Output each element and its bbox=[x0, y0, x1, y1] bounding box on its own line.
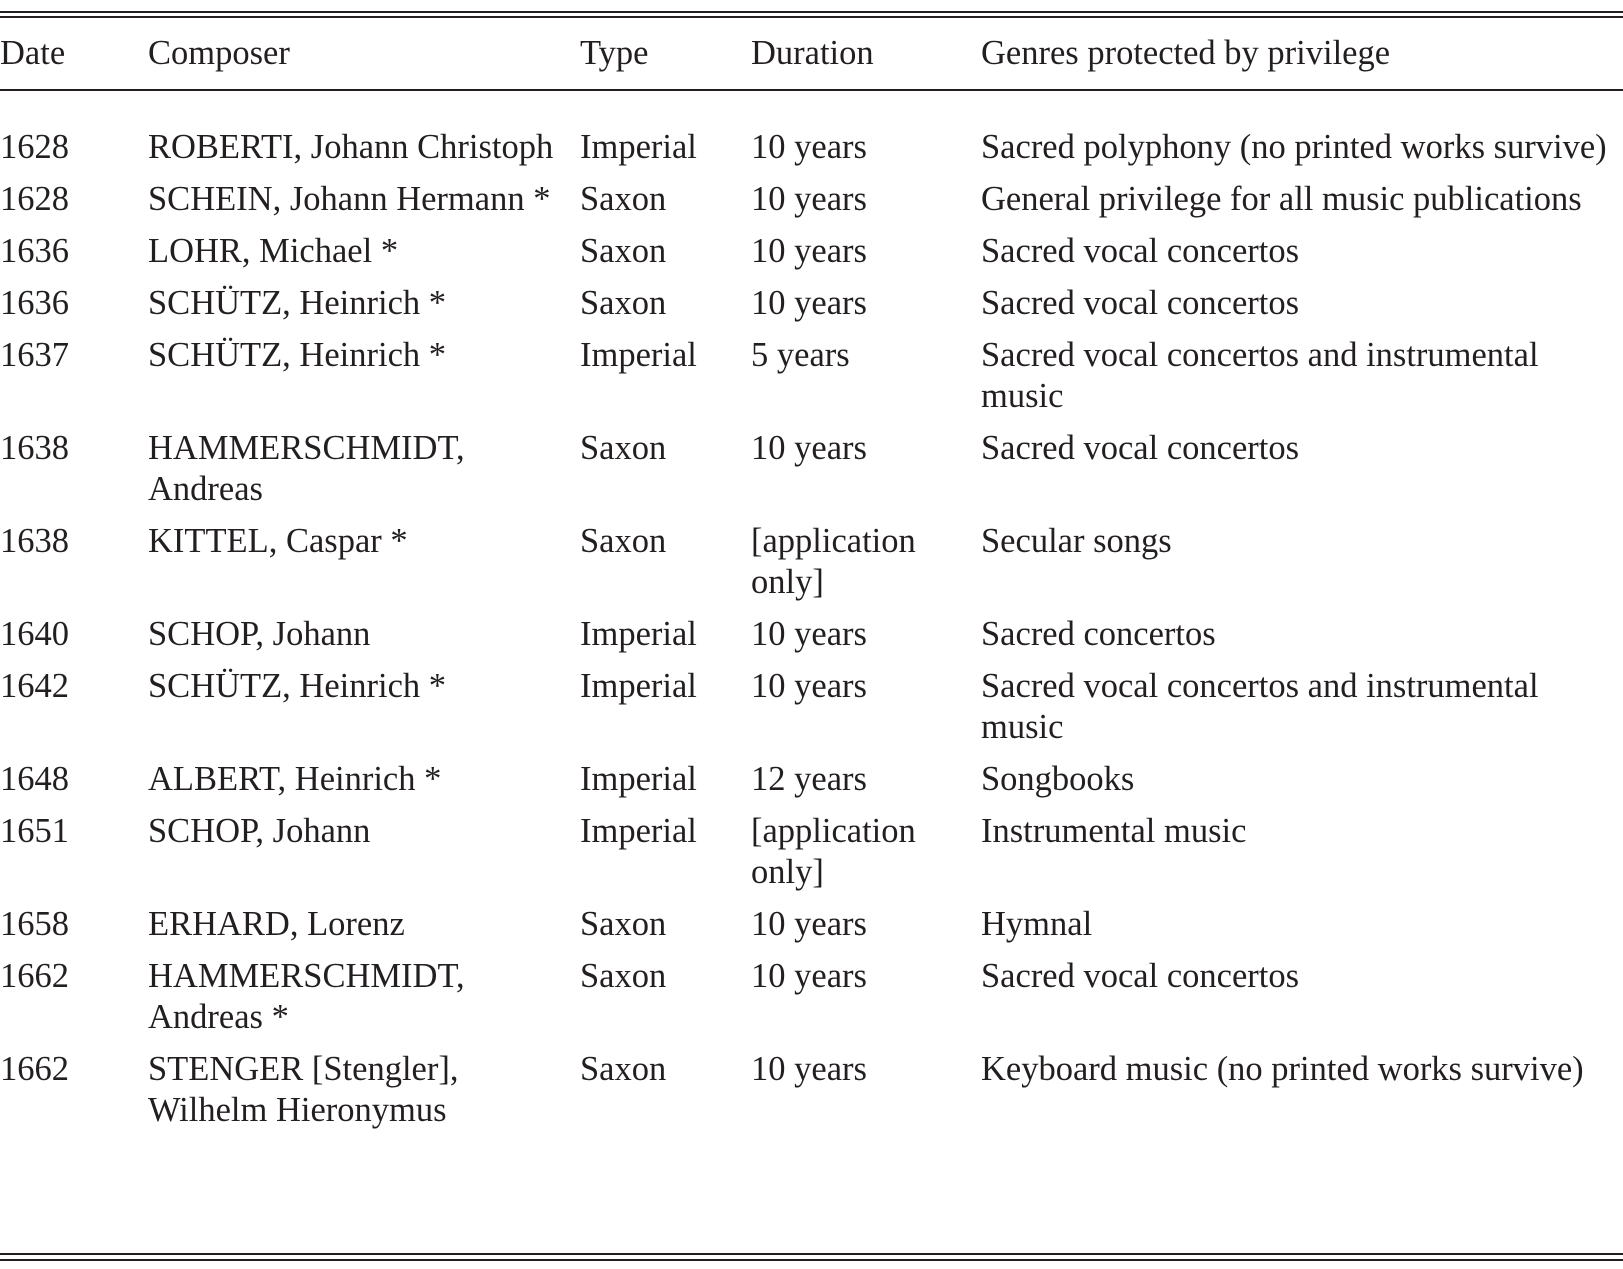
table-row bbox=[0, 666, 1623, 759]
cell-duration: 12 years bbox=[751, 760, 867, 798]
table-row bbox=[0, 335, 1623, 428]
table-row bbox=[0, 759, 1623, 811]
table-row bbox=[0, 956, 1623, 1049]
header-duration: Duration bbox=[751, 18, 981, 90]
bottom-rule-outer bbox=[0, 1259, 1623, 1261]
cell-type: Saxon bbox=[580, 522, 667, 560]
header-composer: Composer bbox=[148, 18, 580, 90]
bottom-rule-inner bbox=[0, 1253, 1623, 1255]
header-date: Date bbox=[0, 18, 148, 90]
cell-composer: SCHÜTZ, Heinrich * bbox=[148, 667, 447, 705]
cell-composer: SCHEIN, Johann Hermann * bbox=[148, 180, 551, 218]
cell-genres: Secular songs bbox=[981, 522, 1172, 560]
cell-duration: 10 years bbox=[751, 667, 867, 705]
cell-date: 1662 bbox=[0, 957, 69, 995]
table-row bbox=[0, 1049, 1623, 1143]
cell-genres: Songbooks bbox=[981, 760, 1135, 798]
cell-duration: [application only] bbox=[751, 522, 916, 601]
cell-genres: General privilege for all music publications bbox=[981, 180, 1582, 218]
cell-date: 1636 bbox=[0, 232, 69, 270]
cell-composer: KITTEL, Caspar * bbox=[148, 522, 408, 560]
cell-date: 1662 bbox=[0, 1050, 69, 1088]
cell-date: 1636 bbox=[0, 284, 69, 322]
cell-duration: 10 years bbox=[751, 615, 867, 653]
cell-composer: SCHÜTZ, Heinrich * bbox=[148, 336, 447, 374]
cell-type: Saxon bbox=[580, 905, 667, 943]
table-row bbox=[0, 283, 1623, 335]
cell-date: 1648 bbox=[0, 760, 69, 798]
cell-date: 1640 bbox=[0, 615, 69, 653]
cell-composer: SCHOP, Johann bbox=[148, 812, 371, 850]
cell-composer: HAMMERSCHMIDT, Andreas * bbox=[148, 957, 465, 1036]
cell-type: Saxon bbox=[580, 232, 667, 270]
cell-duration: 10 years bbox=[751, 429, 867, 467]
cell-composer: LOHR, Michael * bbox=[148, 232, 399, 270]
cell-genres: Instrumental music bbox=[981, 812, 1247, 850]
cell-type: Saxon bbox=[580, 1050, 667, 1088]
cell-duration: [application only] bbox=[751, 812, 916, 891]
cell-date: 1638 bbox=[0, 522, 69, 560]
cell-date: 1628 bbox=[0, 180, 69, 218]
table-row bbox=[0, 179, 1623, 231]
cell-type: Imperial bbox=[580, 615, 697, 653]
cell-type: Saxon bbox=[580, 429, 667, 467]
cell-genres: Sacred vocal concertos bbox=[981, 429, 1300, 467]
cell-composer: STENGER [Stengler], Wilhelm Hieronymus bbox=[148, 1050, 459, 1129]
cell-composer: ERHARD, Lorenz bbox=[148, 905, 405, 943]
cell-genres: Sacred polyphony (no printed works survive) bbox=[981, 128, 1607, 166]
header-genres: Genres protected by privilege bbox=[981, 18, 1623, 90]
cell-type: Imperial bbox=[580, 760, 697, 798]
table-row bbox=[0, 521, 1623, 614]
table-row bbox=[0, 811, 1623, 904]
table-header bbox=[0, 18, 1623, 90]
cell-duration: 10 years bbox=[751, 128, 867, 166]
cell-type: Imperial bbox=[580, 336, 697, 374]
cell-composer: HAMMERSCHMIDT, Andreas bbox=[148, 429, 465, 508]
cell-type: Imperial bbox=[580, 667, 697, 705]
table-row bbox=[0, 231, 1623, 283]
header-type: Type bbox=[580, 18, 751, 90]
cell-genres: Sacred vocal concertos bbox=[981, 957, 1300, 995]
privileges-table bbox=[0, 18, 1623, 1143]
cell-genres: Keyboard music (no printed works survive) bbox=[981, 1050, 1584, 1088]
cell-type: Imperial bbox=[580, 128, 697, 166]
cell-type: Saxon bbox=[580, 180, 667, 218]
top-rule-outer bbox=[0, 11, 1623, 13]
cell-composer: ALBERT, Heinrich * bbox=[148, 760, 442, 798]
cell-date: 1638 bbox=[0, 429, 69, 467]
cell-duration: 10 years bbox=[751, 180, 867, 218]
cell-genres: Sacred vocal concertos bbox=[981, 232, 1300, 270]
cell-duration: 10 years bbox=[751, 284, 867, 322]
header-row bbox=[0, 18, 1623, 90]
cell-genres: Sacred vocal concertos and instrumental music bbox=[981, 336, 1539, 415]
cell-composer: ROBERTI, Johann Christoph bbox=[148, 128, 554, 166]
table-row bbox=[0, 428, 1623, 521]
cell-duration: 10 years bbox=[751, 232, 867, 270]
table-row bbox=[0, 90, 1623, 179]
cell-type: Imperial bbox=[580, 812, 697, 850]
cell-genres: Hymnal bbox=[981, 905, 1093, 943]
cell-duration: 10 years bbox=[751, 1050, 867, 1088]
cell-genres: Sacred concertos bbox=[981, 615, 1216, 653]
cell-type: Saxon bbox=[580, 284, 667, 322]
cell-date: 1651 bbox=[0, 812, 69, 850]
table-row bbox=[0, 904, 1623, 956]
cell-date: 1637 bbox=[0, 336, 69, 374]
cell-date: 1628 bbox=[0, 128, 69, 166]
table-row bbox=[0, 614, 1623, 666]
cell-duration: 10 years bbox=[751, 905, 867, 943]
cell-composer: SCHOP, Johann bbox=[148, 615, 371, 653]
cell-duration: 5 years bbox=[751, 336, 850, 374]
table-body bbox=[0, 90, 1623, 1143]
cell-type: Saxon bbox=[580, 957, 667, 995]
cell-date: 1658 bbox=[0, 905, 69, 943]
cell-duration: 10 years bbox=[751, 957, 867, 995]
cell-genres: Sacred vocal concertos bbox=[981, 284, 1300, 322]
cell-genres: Sacred vocal concertos and instrumental music bbox=[981, 667, 1539, 746]
cell-date: 1642 bbox=[0, 667, 69, 705]
cell-composer: SCHÜTZ, Heinrich * bbox=[148, 284, 447, 322]
